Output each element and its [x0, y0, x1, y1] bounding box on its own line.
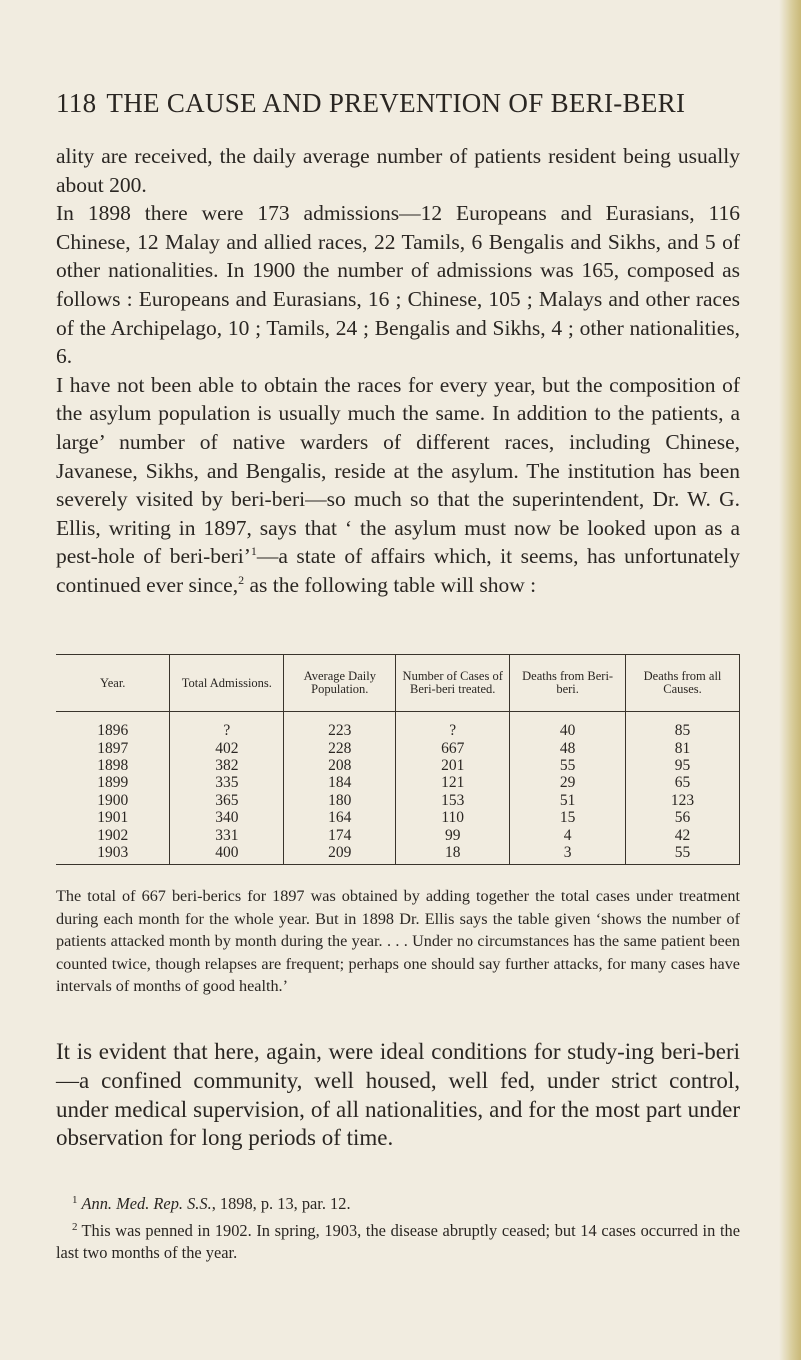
table-cell: 55 [626, 844, 740, 865]
table-row [56, 809, 740, 826]
table-cell: 1903 [56, 844, 170, 865]
table-cell: 110 [396, 809, 510, 826]
conclusion-paragraph: It is evident that here, again, were ideal conditions for study-ing beri-beri—a confined community, well housed, well fed, under strict control, under medical supervision, of all nationalities, and for the most part under observation for long periods of time. [56, 1039, 740, 1151]
col-header-all-deaths: Deaths from all Causes. [626, 655, 740, 712]
table-cell: 65 [626, 774, 740, 791]
page-edge [779, 0, 801, 1360]
table-cell: 402 [170, 739, 284, 756]
book-title: THE CAUSE AND PREVENTION OF BERI-BERI [106, 88, 686, 118]
footnote-text: This was penned in 1902. In spring, 1903, the disease abruptly ceased; but 14 cases occurred in the last two months of the year. [56, 1220, 740, 1263]
footnote-ref[interactable]: 1 [250, 544, 257, 559]
col-header-beriberi-deaths: Deaths from Beri-beri. [510, 655, 626, 712]
table-cell: 174 [284, 826, 396, 843]
table-cell: 85 [626, 712, 740, 740]
footnote-number: 1 [72, 1194, 78, 1206]
table-cell: 121 [396, 774, 510, 791]
page-number: 118 [56, 88, 97, 118]
table-cell: 40 [510, 712, 626, 740]
table-cell: ? [396, 712, 510, 740]
table-cell: 18 [396, 844, 510, 865]
table-row [56, 739, 740, 756]
footnote [56, 1216, 740, 1265]
table-cell: 55 [510, 757, 626, 774]
table-cell: 1902 [97, 826, 129, 844]
table-cell: ? [170, 712, 284, 740]
table-header-row [56, 655, 740, 712]
table-cell: 382 [170, 757, 284, 774]
table-cell: 667 [396, 739, 510, 756]
table-cell: 3 [510, 844, 626, 865]
table-cell: 1897 [97, 739, 129, 757]
table-cell: 184 [284, 774, 396, 791]
footnote-ref[interactable]: 2 [238, 572, 245, 587]
running-head [56, 88, 756, 119]
table-cell: 56 [626, 809, 740, 826]
paragraph [56, 371, 740, 600]
paragraph: In 1898 there were 173 admissions—12 Europeans and Eurasians, 116 Chinese, 12 Malay and allied races, 22 Tamils, 6 Bengalis and Sikhs, and 5 of other nationalities. In 1900 the number of admissions was 165, composed as follows : Europeans and Eurasians, 16 ; Chinese, 105 ; Malays and other races of the Archipelago, 10 ; Tamils, 24 ; Bengalis and Sikhs, 4 ; other nationalities, 6. [56, 201, 740, 369]
table-cell: 331 [170, 826, 284, 843]
table-cell: 123 [626, 792, 740, 809]
table-cell: 1901 [97, 809, 129, 827]
table-row [56, 826, 740, 843]
paragraph: ality are received, the daily average number of patients resident being usually about 200. [56, 144, 740, 197]
table-cell: 201 [396, 757, 510, 774]
col-header-admissions: Total Admissions. [170, 655, 284, 712]
table-row [56, 844, 740, 865]
table-note: The total of 667 beri-berics for 1897 was obtained by adding together the total cases under treatment during each month for the whole year. But in 1898 Dr. Ellis says the table given ‘shows the number of patients attacked month by month during the year. . . . Under no circumstances has the same patient been counted twice, though relapses are frequent; perhaps one should say further attacks, for many cases have intervals of months of good health.’ [56, 887, 740, 996]
footnote-number: 2 [72, 1220, 78, 1233]
table-cell: 51 [510, 792, 626, 809]
table-row [56, 792, 740, 809]
col-header-year: Year. [56, 655, 170, 712]
table-cell: 340 [170, 809, 284, 826]
table-cell: 164 [284, 809, 396, 826]
footnote-text: , 1898, p. 13, par. 12. [211, 1194, 351, 1213]
table-cell: 15 [510, 809, 626, 826]
footnotes [56, 1189, 740, 1265]
table-cell: 81 [626, 739, 740, 756]
table-cell: 1899 [97, 774, 129, 792]
table-cell: 1896 [97, 722, 129, 740]
paragraph-text: I have not been able to obtain the races for every year, but the composition of the asylum population is usually much the same. In addition to the patients, a large’ number of native warders of different races, including Chinese, Javanese, Sikhs, and Bengalis, reside at the asylum. The institution has been severely visited by beri-beri—so much so that the superintendent, Dr. W. G. Ellis, writing in 1897, says that ‘ the asylum must now be looked upon as a pest-hole of beri-beri’ [56, 372, 740, 569]
table-cell: 29 [510, 774, 626, 791]
table-cell: 228 [284, 739, 396, 756]
table-cell: 99 [396, 826, 510, 843]
table-cell: 180 [284, 792, 396, 809]
col-header-population: Average Daily Population. [284, 655, 396, 712]
paragraph-text: as the following table will show : [244, 572, 537, 597]
footnote [56, 1189, 740, 1216]
table-cell: 48 [510, 739, 626, 756]
table-row [56, 757, 740, 774]
beri-beri-table [56, 654, 740, 865]
table-row [56, 774, 740, 791]
table-cell: 1898 [97, 756, 129, 774]
table-row [56, 712, 740, 740]
paragraph-text: —a state of affairs which, it seems, has unfortunately continued ever since, [56, 544, 741, 597]
table-cell: 400 [170, 844, 284, 865]
table-cell: 95 [626, 757, 740, 774]
table-cell: 153 [396, 792, 510, 809]
body-text [56, 142, 740, 600]
table-cell: 42 [626, 826, 740, 843]
table-cell: 1900 [97, 791, 129, 809]
col-header-cases: Number of Cases of Beri-beri treated. [396, 655, 510, 712]
table-cell: 208 [284, 757, 396, 774]
table-cell: 365 [170, 792, 284, 809]
table-cell: 223 [284, 712, 396, 740]
table-cell: 4 [510, 826, 626, 843]
table-cell: 335 [170, 774, 284, 791]
footnote-source: Ann. Med. Rep. S.S. [81, 1194, 212, 1213]
table-cell: 209 [284, 844, 396, 865]
